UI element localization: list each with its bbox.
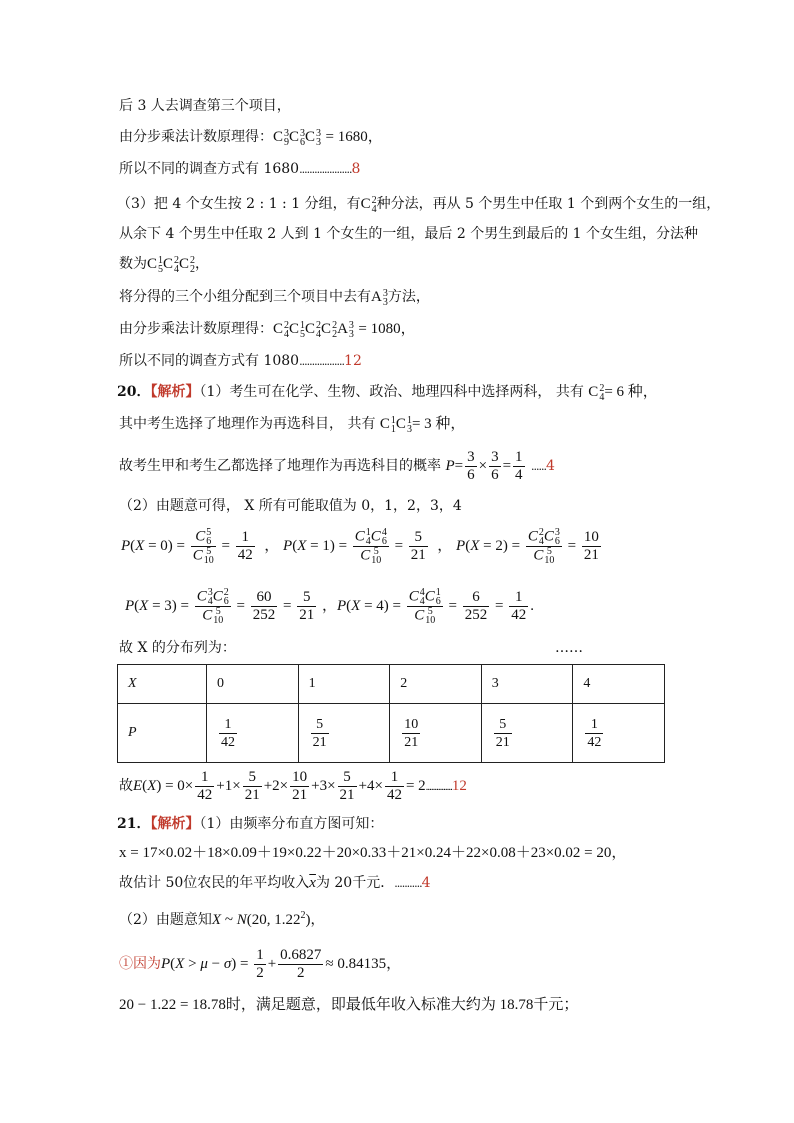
formula-row: 故E(X) = 0× $\frac{1}{42}$ +1× $\frac{5}{21}$ +2× $\frac{10}{21}$ +3× $\frac{5}{21}$ +4× $\frac{1}{42}$ = 2...............12 xyxy=(119,769,467,804)
text-line: 20．【解析】（1）考生可在化学、生物、政治、地理四科中选择两科， 共有 C 2 4 = 6 种， xyxy=(117,382,658,403)
table-cell: 2 xyxy=(390,665,482,704)
ellipsis: …… xyxy=(555,640,583,656)
question-number: 21． xyxy=(117,816,151,832)
text-line: 所以不同的调查方式有 1080..................12 xyxy=(119,353,362,369)
text-line: 其中考生选择了地理作为再选科目， 共有 C 1 1 C 1 3 = 3 种， xyxy=(119,414,466,435)
formula-combination-product: C 3 9 C 3 6 C 3 3 xyxy=(273,127,322,148)
table-cell: X xyxy=(118,665,207,704)
table-row xyxy=(118,704,665,763)
score-marker: 4 xyxy=(545,458,555,474)
score-marker: 4 xyxy=(421,875,431,891)
text-line: 故 X 的分布列为： xyxy=(119,640,236,656)
text-line: 故考生甲和考生乙都选择了地理作为再选科目的概率 P= $\frac{3}{6}$ × $\frac{3}{6}$ = $\frac{1}{4}$ ......4 xyxy=(119,448,555,483)
text-line: 20 − 1.22 = 18.78时，满足题意，即最低年收入标准大约为 18.78千元； xyxy=(119,997,579,1013)
table-cell: 0 xyxy=(207,665,299,704)
table-cell: $\frac{1}{42}$ xyxy=(207,704,299,763)
table-cell: 3 xyxy=(481,665,573,704)
table-cell: $\frac{10}{21}$ xyxy=(390,704,482,763)
score-marker: 8 xyxy=(351,161,361,177)
question-number: 20． xyxy=(117,384,151,400)
score-marker: 12 xyxy=(344,353,362,369)
text-line: ①因为P(X > μ − σ) = $\frac{1}{2}$ + $\frac{0.6827}{2}$ ≈ 0.84135， xyxy=(119,947,402,982)
analysis-tag: 【解析】 xyxy=(150,816,200,832)
text-line: 数为C 1 5 C 2 4 C 2 2 ， xyxy=(119,254,210,275)
table-cell: P xyxy=(118,704,207,763)
text-line: （2）由题意可得， X 所有可能取值为 0，1，2，3，4 xyxy=(119,498,462,514)
text-line: （2）由题意知X ~ N(20, 1.22$^2$)， xyxy=(119,910,325,928)
table-cell: $\frac{5}{21}$ xyxy=(481,704,573,763)
distribution-table xyxy=(117,664,665,763)
analysis-tag: 【解析】 xyxy=(150,384,200,400)
formula-row: P(X = 3) = C 3 4 C 2 6 C 5 10 = $\frac{60}{252}$ = $\frac{5}{21}$ ，P(X = 4) = C 4 4 C 1 6 C 5 10 = $\frac{6}{252}$ = $\frac{1}{42}$ . xyxy=(125,587,534,627)
table-cell: $\frac{1}{42}$ xyxy=(573,704,665,763)
table-row xyxy=(118,665,665,704)
text-line: 从余下 4 个男生中任取 2 人到 1 个女生的一组，最后 2 个男生到最后的 1 个女生组，分法种 xyxy=(119,226,699,242)
text-line: 由分步乘法计数原理得：C 3 9 C 3 6 C 3 3 = 1680， xyxy=(119,127,383,148)
text-line: 将分得的三个小组分配到三个项目中去有A 3 3 方法， xyxy=(119,287,430,308)
text-line: 21．【解析】（1）由频率分布直方图可知： xyxy=(117,816,384,832)
text-line: （3）把 4 个女生按 2 : 1 : 1 分组，有C 2 4 种分法，再从 5 个男生中任取 1 个到两个女生的一组， xyxy=(117,194,721,215)
text-line: 所以不同的调查方式有 1680.....................8 xyxy=(119,161,361,177)
text-line: 由分步乘法计数原理得：C 2 4 C 1 5 C 2 4 C 2 2 A 3 3 = 1080， xyxy=(119,319,416,340)
score-marker: 12 xyxy=(451,778,467,794)
text-line: x = 17×0.02＋18×0.09＋19×0.22＋20×0.33＋21×0.24＋22×0.08＋23×0.02 = 20， xyxy=(119,845,627,861)
text-line: 故估计 50位农民的年平均收入$\overline{x}$为 20千元．...........4 xyxy=(119,875,431,891)
text-line: 后 3 人去调查第三个项目， xyxy=(119,98,291,114)
formula-row: P(X = 0) = C 5 6 C 5 10 = $\frac{1}{42}$ ， P(X = 1) = C 1 4 C 4 6 C 5 10 = $\frac{5}{21}$ ， P(X = 2) = C 2 4 C 3 6 C 5 10 = $\frac{10}{21}$ xyxy=(121,527,599,567)
table-cell: 4 xyxy=(573,665,665,704)
table-cell: $\frac{5}{21}$ xyxy=(298,704,390,763)
table-cell: 1 xyxy=(298,665,390,704)
